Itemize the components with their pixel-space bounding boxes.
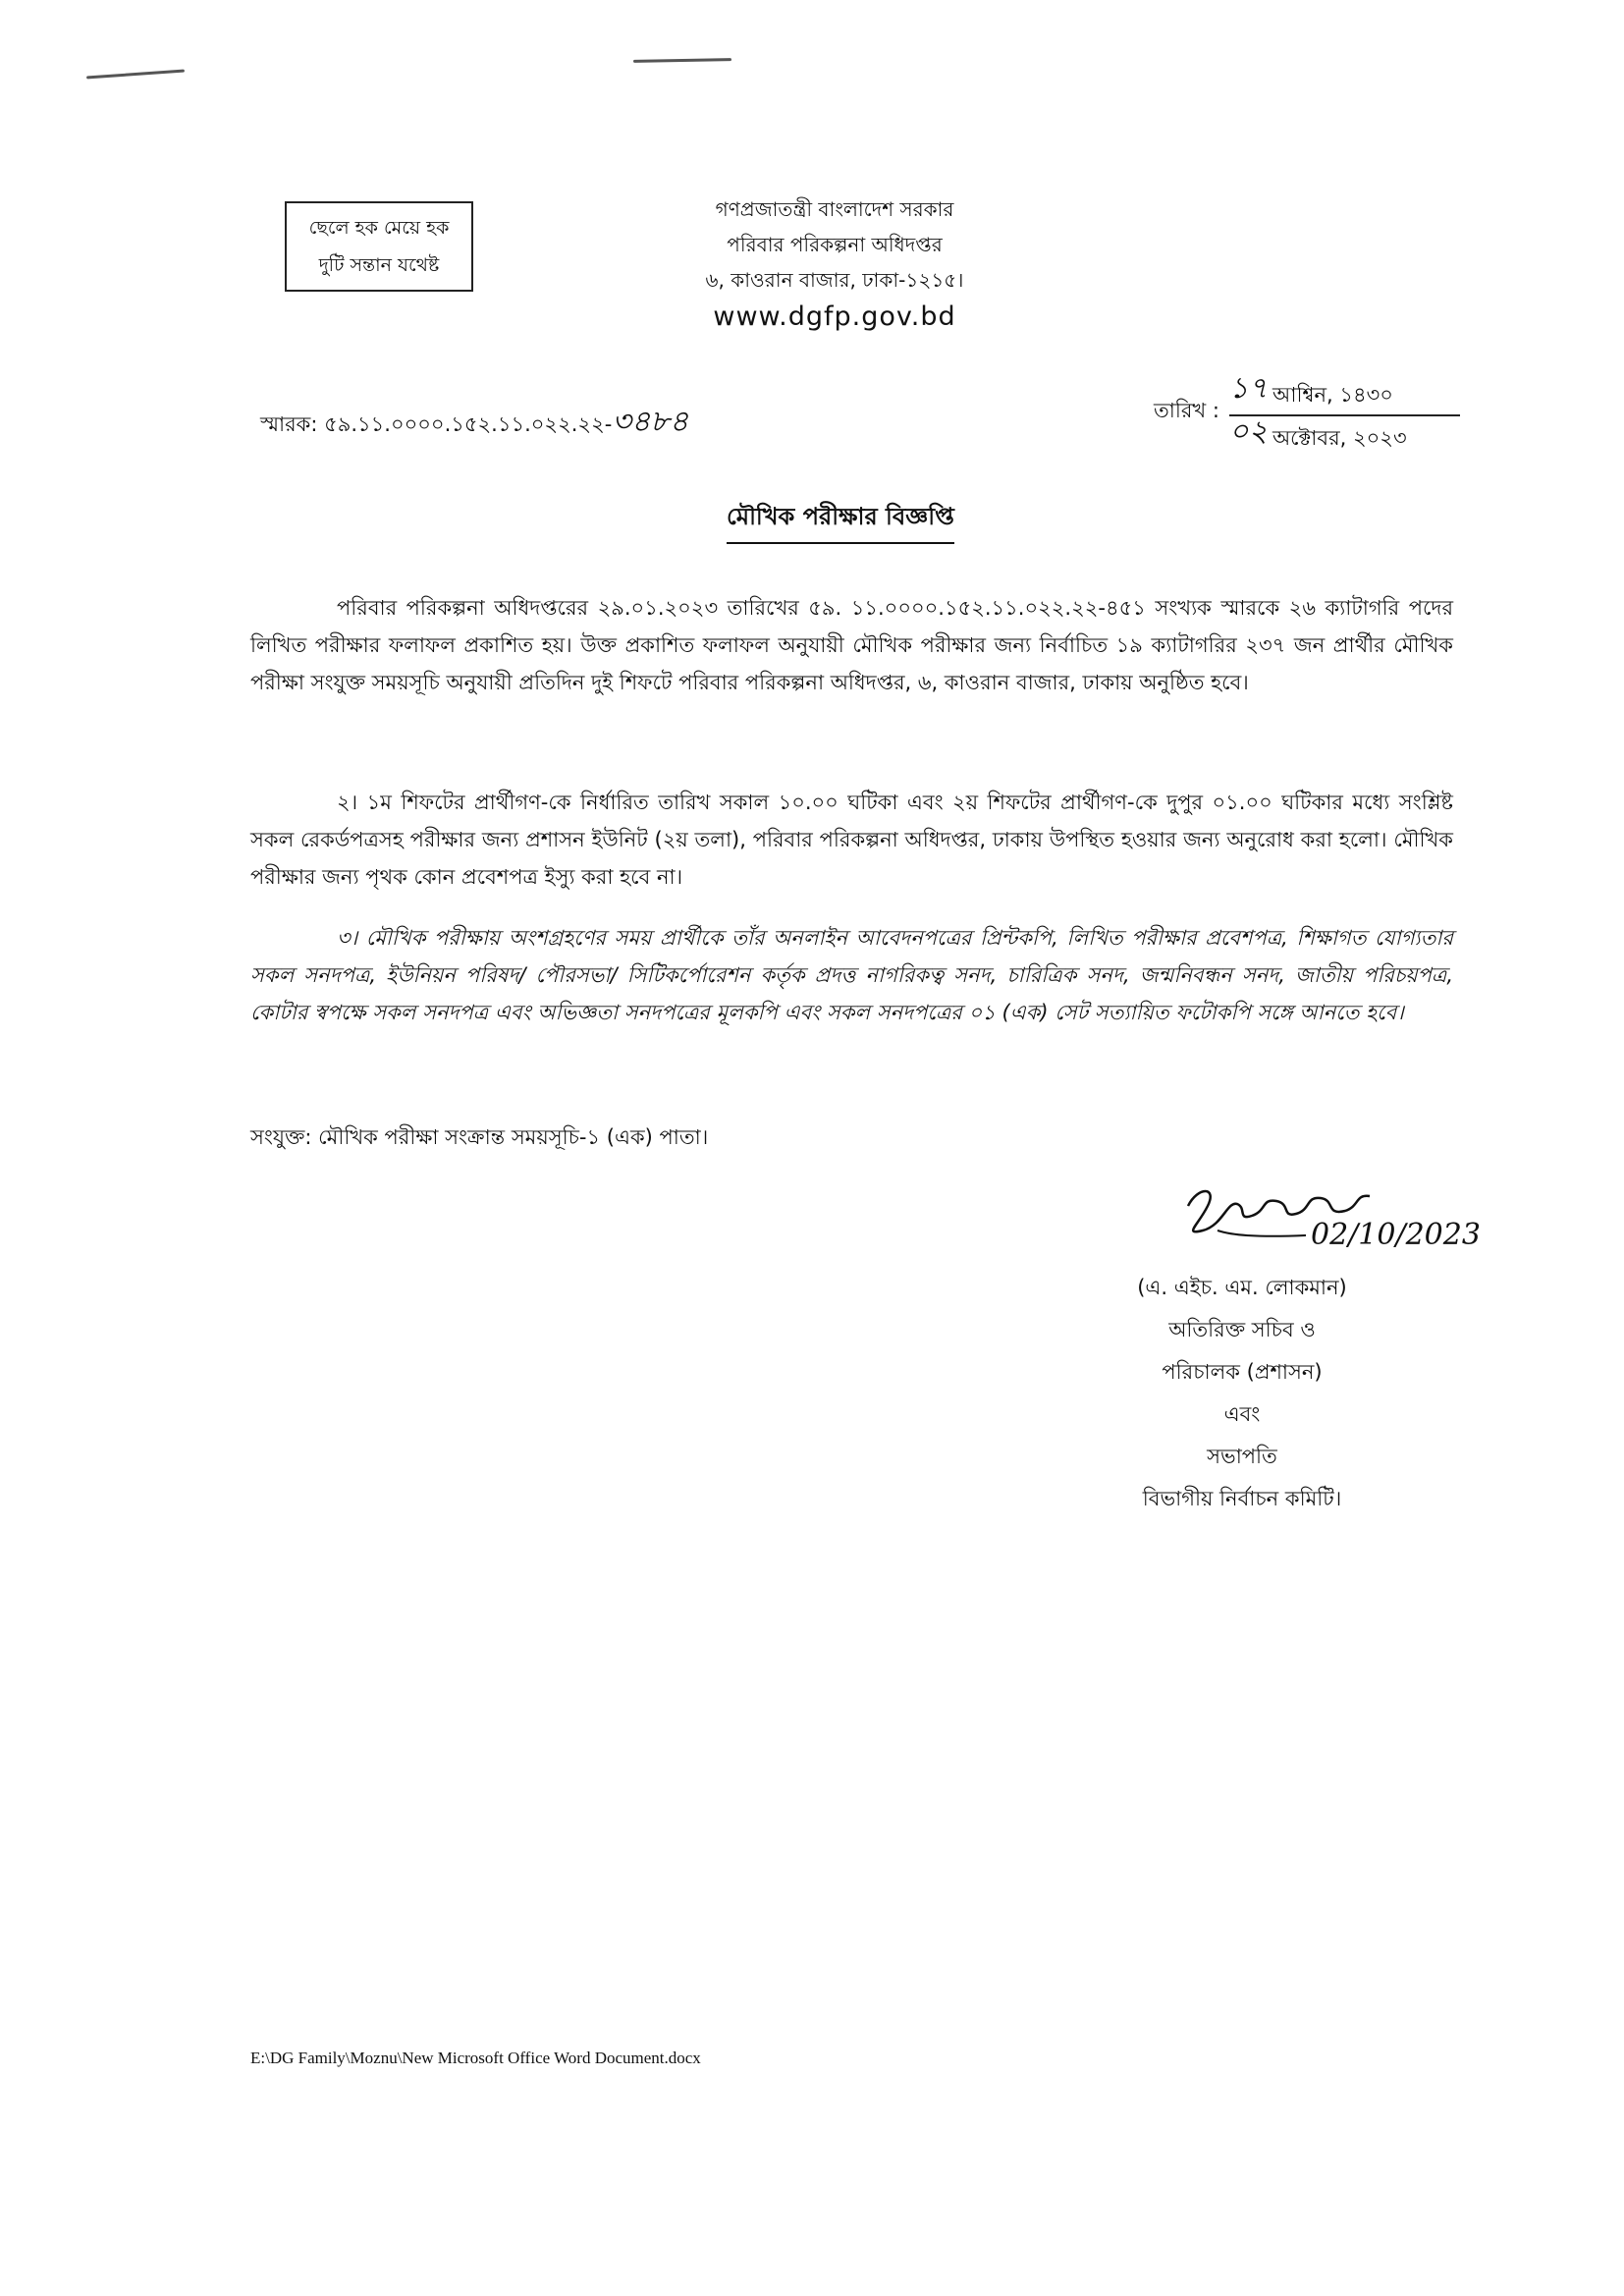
slogan-line-1: ছেলে হক মেয়ে হক <box>308 217 450 239</box>
notice-title: মৌখিক পরীক্ষার বিজ্ঞপ্তি <box>727 499 954 544</box>
bangla-month-year: আশ্বিন, ১৪৩০ <box>1272 383 1393 407</box>
letterhead <box>628 191 1041 337</box>
scan-mark-right <box>633 58 731 63</box>
memo-number <box>260 398 688 448</box>
signatory-block <box>1070 1267 1414 1520</box>
attachment-note: সংযুক্ত: মৌখিক পরীক্ষা সংক্রান্ত সময়সূচি-১ (এক) পাতা। <box>250 1125 709 1149</box>
paragraph-3: ৩। মৌখিক পরীক্ষায় অংশগ্রহণের সময় প্রার্থীকে তাঁর অনলাইন আবেদনপত্রের প্রিন্টকপি, লিখিত পরীক্ষার প্রবেশপত্র, শিক্ষাগত যোগ্যতার সকল সনদপত্র, ইউনিয়ন পরিষদ/ পৌরসভা/ সিটিকর্পোরেশন কর্তৃক প্রদত্ত নাগরিকত্ব সনদ, চারিত্রিক সনদ, জন্মনিবন্ধন সনদ, জাতীয় পরিচয়পত্র, কোটার স্বপক্ষে সকল সনদপত্র এবং অভিজ্ঞতা সনদপত্রের মূলকপি এবং সকল সনদপত্রের ০১ (এক) সেট সত্যায়িত ফটোকপি সঙ্গে আনতে হবে। <box>250 926 1453 1024</box>
english-date <box>1229 416 1460 460</box>
signatory-name: (এ. এইচ. এম. লোকমান) <box>1137 1276 1347 1299</box>
signatory-title-2: পরিচালক (প্রশাসন) <box>1162 1360 1323 1384</box>
slogan-box <box>285 201 473 292</box>
bangla-day-handwritten: ১৭ <box>1229 371 1268 406</box>
slogan-line-2: দুটি সন্তান যথেষ্ট <box>318 254 440 276</box>
scan-mark-left <box>86 70 185 80</box>
english-month-year: অক্টোবর, ২০২৩ <box>1272 426 1407 450</box>
department-name: পরিবার পরিকল্পনা অধিদপ্তর <box>727 233 943 256</box>
department-address: ৬, কাওরান বাজার, ঢাকা-১২১৫। <box>705 268 964 292</box>
footer-file-path: E:\DG Family\Moznu\New Microsoft Office Word Document.docx <box>250 2049 701 2067</box>
memo-label: স্মারক: ৫৯.১১.০০০০.১৫২.১১.০২২.২২- <box>260 412 613 436</box>
memo-handwritten-number: ৩৪৮৪ <box>612 405 689 439</box>
date-block <box>1229 373 1460 460</box>
signatory-title-3: সভাপতি <box>1207 1445 1277 1468</box>
signatory-title-1: অতিরিক্ত সচিব ও <box>1168 1318 1316 1341</box>
english-day-handwritten: ০২ <box>1229 414 1269 449</box>
signatory-title-4: বিভাগীয় নির্বাচন কমিটি। <box>1142 1487 1342 1510</box>
government-name: গণপ্রজাতন্ত্রী বাংলাদেশ সরকার <box>715 197 954 221</box>
paragraph-1: পরিবার পরিকল্পনা অধিদপ্তরের ২৯.০১.২০২৩ তারিখের ৫৯. ১১.০০০০.১৫২.১১.০২২.২২-৪৫১ সংখ্যক স্মারকে ২৬ ক্যাটাগরি পদের লিখিত পরীক্ষার ফলাফল প্রকাশিত হয়। উক্ত প্রকাশিত ফলাফল অনুযায়ী মৌখিক পরীক্ষার জন্য নির্বাচিত ১৯ ক্যাটাগরির ২৩৭ জন প্রার্থীর মৌখিক পরীক্ষা সংযুক্ত সময়সূচি অনুযায়ী প্রতিদিন দুই শিফটে পরিবার পরিকল্পনা অধিদপ্তর, ৬, কাওরান বাজার, ঢাকায় অনুষ্ঠিত হবে। <box>250 596 1453 694</box>
paragraph-2: ২। ১ম শিফটের প্রার্থীগণ-কে নির্ধারিত তারিখ সকাল ১০.০০ ঘটিকা এবং ২য় শিফটের প্রার্থীগণ-কে দুপুর ০১.০০ ঘটিকার মধ্যে সংশ্লিষ্ট সকল রেকর্ডপত্রসহ পরীক্ষার জন্য প্রশাসন ইউনিট (২য় তলা), পরিবার পরিকল্পনা অধিদপ্তর, ঢাকায় উপস্থিত হওয়ার জন্য অনুরোধ করা হলো। মৌখিক পরীক্ষার জন্য পৃথক কোন প্রবেশপত্র ইস্যু করা হবে না। <box>250 791 1453 889</box>
date-label: তারিখ : <box>1154 399 1219 422</box>
signature-date: 02/10/2023 <box>1311 1218 1481 1252</box>
department-website: www.dgfp.gov.bd <box>713 301 956 332</box>
signatory-conjunction: এবং <box>1223 1402 1261 1426</box>
